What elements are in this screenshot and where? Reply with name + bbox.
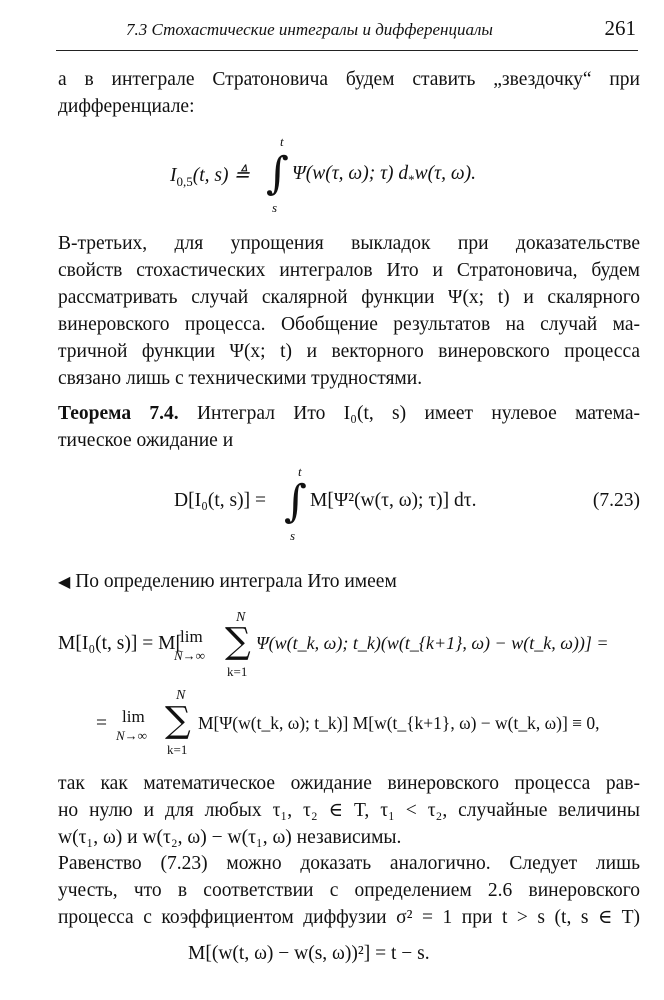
integral-upper: t — [280, 134, 284, 149]
integral-lower: s — [290, 528, 296, 543]
lim: lim — [122, 707, 145, 726]
lim-sub: N→∞ — [174, 648, 205, 663]
text-line: так как математическое ожидание винеровского процесса рав- — [58, 773, 640, 794]
running-title: 7.3 Стохастические интегралы и дифференциалы — [126, 20, 493, 39]
integral-lower: s — [272, 200, 278, 215]
text-line: Равенство (7.23) можно доказать аналогично. Следует лишь — [58, 853, 640, 874]
eq-lhs: M[I₀(t, s)] = M[ — [58, 633, 182, 654]
eq-body: M[Ψ(w(t_k, ω); t_k)] M[w(t_{k+1}, ω) − w(t_k, ω)] ≡ 0, — [198, 713, 600, 733]
text-line: процесса с коэффициентом диффузии σ² = 1 при t > s (t, s ∈ T) — [58, 907, 640, 928]
sum-upper: N — [236, 610, 246, 625]
text-line: w(τ₁, ω) и w(τ₂, ω) − w(τ₁, ω) независимы. — [58, 827, 402, 848]
sum-upper: N — [176, 688, 186, 703]
page-number: 261 — [604, 16, 636, 40]
eq-lhs-sub: 0,5 — [176, 173, 193, 189]
lim: lim — [180, 627, 203, 646]
text-line: но нулю и для любых τ₁, τ₂ ∈ T, τ₁ < τ₂, случайные величины — [58, 800, 640, 821]
lim-sub: N→∞ — [116, 728, 147, 743]
proof-marker: ◀ — [58, 574, 71, 591]
eq-body: Ψ(w(τ, ω); τ) d — [292, 163, 409, 184]
integral-upper: t — [298, 464, 302, 479]
integral-sign: ∫ — [284, 476, 307, 527]
eq-text: M[(w(t, ω) − w(s, ω))²] = t − s. — [188, 943, 430, 964]
theorem-text: Интеграл Ито I₀(t, s) имеет нулевое матема- — [196, 403, 641, 424]
sum-lower: k=1 — [167, 742, 188, 757]
text-line: свойств стохастических интегралов Ито и Стратоновича, будем — [58, 260, 640, 281]
eq-lead: = — [96, 713, 107, 734]
text-line: тическое ожидание и — [58, 430, 234, 451]
eq-body: Ψ(w(t_k, ω); t_k)(w(t_{k+1}, ω) − w(t_k, ω))] = — [256, 633, 609, 653]
theorem-7-4 — [58, 400, 640, 454]
eq-lhs-args: (t, s) ≜ — [192, 165, 250, 186]
paragraph-simplification — [58, 230, 640, 392]
paragraph-equality — [58, 850, 640, 931]
eq-body-end: w(τ, ω). — [414, 163, 477, 184]
text-line: а в интеграле Стратоновича будем ставить „звездочку“ при — [58, 69, 640, 90]
eq-lhs: I — [170, 165, 177, 186]
text-line: связано лишь с техническими трудностями. — [58, 368, 423, 389]
paragraph-intro — [58, 66, 640, 120]
sum-sign: ∑ — [225, 621, 251, 662]
text-line: рассматривать случай скалярной функции Ψ(x; t) и скалярного — [58, 287, 640, 308]
sum-lower: k=1 — [227, 664, 248, 679]
eq-star: * — [408, 171, 415, 187]
text-line: винеровского процесса. Обобщение результатов на случай ма- — [58, 314, 640, 335]
eq-lhs: D[I₀(t, s)] = — [174, 490, 266, 511]
paragraph-expectation — [58, 770, 640, 851]
theorem-label: Теорема 7.4. — [58, 403, 179, 424]
text-line: тричной функции Ψ(x; t) и векторного винеровского процесса — [58, 341, 640, 362]
running-header — [56, 16, 638, 51]
text-line: учесть, что в соответствии с определением 2.6 винеровского — [58, 880, 640, 901]
text-line: В-третьих, для упрощения выкладок при доказательстве — [58, 233, 640, 254]
integral-sign: ∫ — [266, 148, 289, 199]
text-line: дифференциале: — [58, 96, 195, 117]
eq-body: M[Ψ²(w(τ, ω); τ)] dτ. — [310, 490, 477, 511]
sum-sign: ∑ — [165, 700, 191, 741]
proof-text: По определению интеграла Ито имеем — [75, 571, 397, 592]
proof-start — [58, 568, 640, 595]
equation-number: (7.23) — [592, 490, 640, 511]
